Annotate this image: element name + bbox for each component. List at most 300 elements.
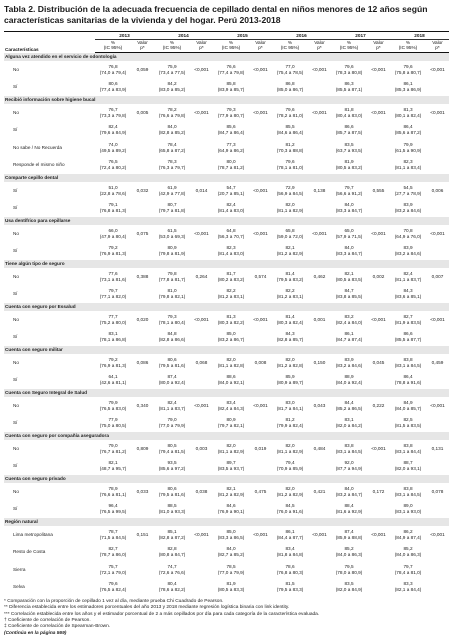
value-cell — [95, 414, 131, 432]
percentage: 79,3 — [167, 313, 177, 319]
value-cell — [154, 500, 190, 518]
percentage: 78,2 — [167, 106, 177, 112]
confidence-interval: (78,8 a 91,6) — [394, 380, 422, 386]
confidence-interval: (81,1 a 82,8) — [217, 362, 245, 368]
pct-label: % — [110, 39, 116, 45]
p-value: <0,001 — [312, 531, 327, 537]
confidence-interval: (83,1 a 84,5) — [394, 491, 422, 497]
p-value: 0,003 — [195, 445, 208, 451]
value-cell — [390, 457, 426, 475]
section-row — [4, 303, 449, 311]
pct-ci-header — [154, 39, 190, 52]
p-value — [190, 371, 213, 389]
value-cell — [390, 578, 426, 596]
confidence-interval: (83,2 a 84,6) — [394, 251, 422, 257]
p-value — [308, 561, 331, 579]
value-cell — [213, 121, 249, 139]
p-value — [131, 457, 154, 475]
percentage: 84,0 — [344, 485, 354, 491]
percentage: 82,5 — [403, 417, 413, 423]
row-label: Sí — [13, 84, 18, 90]
row-label: Sí — [13, 334, 18, 340]
value-cell — [95, 182, 131, 200]
p-value — [367, 371, 390, 389]
confidence-interval: (81,1 a 82,9) — [276, 448, 304, 454]
percentage: 66,0 — [108, 227, 118, 233]
percentage: 77,3 — [226, 141, 236, 147]
value-cell — [213, 104, 249, 122]
table-row — [4, 397, 449, 415]
p-value — [190, 121, 213, 139]
confidence-interval: (79,6 a 84,9) — [99, 130, 127, 136]
value-cell — [331, 104, 367, 122]
percentage: 85,0 — [226, 331, 236, 337]
value-cell — [95, 578, 131, 596]
p-value: 0,007 — [431, 273, 444, 279]
percentage: 82,0 — [226, 356, 236, 362]
value-cell — [272, 578, 308, 596]
percentage: 86,4 — [403, 124, 413, 130]
p-label: Valor — [373, 39, 384, 45]
p-label: Valor — [314, 39, 325, 45]
confidence-interval: (82,7 a 85,2) — [217, 552, 245, 558]
confidence-interval: (79,5 a 81,6) — [158, 362, 186, 368]
p-value: 0,462 — [313, 273, 326, 279]
p-value — [249, 457, 272, 475]
confidence-interval: (76,8 a 80,3) — [276, 569, 304, 575]
percentage: 80,5 — [167, 442, 177, 448]
value-cell — [213, 526, 249, 544]
percentage: 79,1 — [108, 202, 118, 208]
p-value — [131, 371, 154, 389]
value-cell — [331, 121, 367, 139]
section-row — [4, 475, 449, 483]
table-row — [4, 225, 449, 243]
percentage: 92,0 — [344, 460, 354, 466]
value-cell — [331, 440, 367, 458]
value-cell — [95, 311, 131, 329]
p-value: <0,001 — [253, 316, 268, 322]
row-label: Sí — [13, 187, 18, 193]
confidence-interval: (84,0 a 85,7) — [394, 405, 422, 411]
value-cell — [95, 371, 131, 389]
year-header: 2018 — [390, 32, 449, 40]
percentage: 96,4 — [108, 503, 118, 509]
confidence-interval: (65,8 a 87,2) — [158, 147, 186, 153]
percentage: 83,1 — [108, 331, 118, 337]
value-cell — [95, 156, 131, 174]
table-row — [4, 104, 449, 122]
p-label: Valor — [432, 39, 443, 45]
p-value — [367, 121, 390, 139]
confidence-interval: (57,9 a 71,5) — [335, 233, 363, 239]
row-label: Sí — [13, 291, 18, 297]
p-value: 0,001 — [313, 316, 326, 322]
characteristics-header: Características — [4, 32, 95, 53]
p-value — [131, 242, 154, 260]
percentage: 88,7 — [403, 460, 413, 466]
p-value-header — [131, 39, 154, 52]
row-label: Selva — [13, 584, 25, 590]
percentage: 89,0 — [403, 503, 413, 509]
p-value: <0,001 — [371, 316, 386, 322]
confidence-interval: (76,9 a 90,1) — [217, 509, 245, 515]
confidence-interval: (80,5 a 83,3) — [217, 587, 245, 593]
confidence-interval: (79,5 a 83,3) — [276, 587, 304, 593]
percentage: 83,8 — [403, 356, 413, 362]
ci-label: (IC 95%) — [398, 45, 418, 51]
p-value: 0,222 — [372, 402, 385, 408]
value-cell — [95, 121, 131, 139]
value-cell — [154, 285, 190, 303]
p-value: 0,045 — [372, 359, 385, 365]
confidence-interval: (79,8 a 82,1) — [158, 294, 186, 300]
p-value: <0,001 — [430, 66, 445, 72]
confidence-interval: (73,4 a 77,5) — [158, 69, 186, 75]
percentage: 76,6 — [226, 63, 236, 69]
p-value — [308, 371, 331, 389]
confidence-interval: (83,1 a 84,5) — [335, 448, 363, 454]
p-value — [367, 414, 390, 432]
percentage: 79,7 — [108, 288, 118, 294]
confidence-interval: (74,0 a 79,4) — [99, 69, 127, 75]
percentage: 93,5 — [167, 460, 177, 466]
p-value — [190, 156, 213, 174]
percentage: 84,5 — [285, 503, 295, 509]
confidence-interval: (84,0 a 86,3) — [394, 552, 422, 558]
confidence-interval: (76,0 a 91,6) — [276, 509, 304, 515]
p-value — [131, 500, 154, 518]
confidence-interval: (53,0 a 69,3) — [158, 233, 186, 239]
percentage: 82,0 — [285, 442, 295, 448]
p-value: 0,014 — [195, 187, 208, 193]
confidence-interval: (81,2 a 83,1) — [276, 294, 304, 300]
value-cell — [154, 526, 190, 544]
confidence-interval: (84,4 a 87,7) — [276, 534, 304, 540]
row-label: No — [13, 273, 19, 279]
value-cell — [95, 526, 131, 544]
row-label: Sí — [13, 506, 18, 512]
value-cell — [331, 225, 367, 243]
percentage: 78,4 — [167, 141, 177, 147]
value-cell — [331, 311, 367, 329]
percentage: 83,2 — [344, 313, 354, 319]
value-cell — [95, 61, 131, 79]
year-header: 2016 — [272, 32, 331, 40]
p-value — [249, 371, 272, 389]
pct-label: % — [169, 39, 175, 45]
confidence-interval: (85,5 a 87,1) — [335, 87, 363, 93]
value-cell — [154, 61, 190, 79]
confidence-interval: (22,8 a 78,6) — [99, 190, 127, 196]
value-cell — [95, 397, 131, 415]
p-value — [190, 500, 213, 518]
row-label: Lima metropolitana — [13, 531, 53, 537]
percentage: 88,9 — [344, 374, 354, 380]
percentage: 80,6 — [167, 485, 177, 491]
confidence-interval: (72,4 a 80,2) — [99, 165, 127, 171]
value-cell — [272, 104, 308, 122]
p-value: 0,038 — [195, 488, 208, 494]
confidence-interval: (76,8 a 81,3) — [99, 208, 127, 214]
confidence-interval: (73,1 a 81,6) — [99, 276, 127, 282]
confidence-interval: (83,6 a 85,1) — [394, 294, 422, 300]
percentage: 81,3 — [403, 106, 413, 112]
percentage: 72,9 — [285, 184, 295, 190]
percentage: 86,4 — [403, 374, 413, 380]
percentage: 82,3 — [403, 159, 413, 165]
confidence-interval: (76,9 a 81,3) — [99, 362, 127, 368]
value-cell — [154, 483, 190, 501]
p-value — [426, 156, 449, 174]
row-label: Sí — [13, 377, 18, 383]
confidence-interval: (78,7 a 86,0) — [99, 552, 127, 558]
percentage: 84,3 — [403, 288, 413, 294]
p-value-header — [426, 39, 449, 52]
table-header — [4, 32, 449, 53]
confidence-interval: (42,6 a 81,1) — [99, 380, 127, 386]
row-label: No — [13, 230, 19, 236]
value-cell — [390, 104, 426, 122]
section-title: Cuenta con seguro por compañía aseguradora — [4, 432, 449, 440]
footnotes — [4, 599, 448, 637]
confidence-interval: (76,5 a 83,0) — [99, 405, 127, 411]
percentage: 76,5 — [108, 159, 118, 165]
table-title: Tabla 2. Distribución de la adecuada frecuencia de cepillado dental en niños menores de 12 años según características sanitarias de la vivienda y del hogar. Perú 2013-2018 — [4, 4, 428, 25]
p-value: <0,001 — [194, 66, 209, 72]
value-cell — [154, 182, 190, 200]
confidence-interval: (76,6 a 79,8) — [158, 112, 186, 118]
footnote: * Comparación con la proporción de cepillado 1 vez al día, mediante prueba Chi Cuadrado de Pearson. — [4, 598, 224, 604]
p-symbol: p* — [199, 45, 204, 51]
p-value: <0,001 — [430, 109, 445, 115]
confidence-interval: (78,4 a 81,0) — [394, 569, 422, 575]
p-value — [367, 578, 390, 596]
value-cell — [272, 285, 308, 303]
value-cell — [213, 414, 249, 432]
confidence-interval: (82,8 a 86,6) — [158, 337, 186, 343]
confidence-interval: (75,4 a 78,5) — [276, 69, 304, 75]
percentage: 82,7 — [403, 313, 413, 319]
confidence-interval: (56,3 a 70,7) — [217, 233, 245, 239]
confidence-interval: (81,1 a 82,9) — [217, 448, 245, 454]
value-cell — [272, 199, 308, 217]
confidence-interval: (83,1 a 84,4) — [394, 448, 422, 454]
pct-ci-header — [331, 39, 367, 52]
value-cell — [390, 139, 426, 157]
p-value — [426, 543, 449, 561]
confidence-interval: (79,5 a 83,2) — [276, 276, 304, 282]
confidence-interval: (73,3 a 79,8) — [99, 112, 127, 118]
p-value: <0,001 — [371, 230, 386, 236]
table-row — [4, 500, 449, 518]
value-cell — [95, 354, 131, 372]
p-value: <0,001 — [430, 402, 445, 408]
p-value — [367, 328, 390, 346]
value-cell — [213, 483, 249, 501]
p-value — [131, 414, 154, 432]
row-label: No — [13, 445, 19, 451]
value-cell — [390, 242, 426, 260]
confidence-interval: (83,3 a 84,7) — [335, 251, 363, 257]
percentage: 80,6 — [167, 356, 177, 362]
confidence-interval: (84,9 a 87,4) — [394, 534, 422, 540]
table-row — [4, 242, 449, 260]
confidence-interval: (83,2 a 84,7) — [335, 491, 363, 497]
percentage: 82,1 — [285, 245, 295, 251]
section-row — [4, 217, 449, 225]
p-value: <0,001 — [194, 402, 209, 408]
value-cell — [95, 457, 131, 475]
confidence-interval: (81,1 a 83,7) — [394, 276, 422, 282]
p-value — [190, 285, 213, 303]
percentage: 83,8 — [344, 442, 354, 448]
p-value — [190, 543, 213, 561]
value-cell — [213, 354, 249, 372]
row-label: Sierra — [13, 566, 26, 572]
percentage: 81,2 — [285, 417, 295, 423]
percentage: 81,0 — [167, 288, 177, 294]
percentage: 79,4 — [285, 460, 295, 466]
p-symbol: p* — [435, 45, 440, 51]
value-cell — [272, 225, 308, 243]
value-cell — [390, 61, 426, 79]
confidence-interval: (56,6 a 91,2) — [335, 190, 363, 196]
percentage: 80,7 — [167, 202, 177, 208]
p-value — [367, 543, 390, 561]
confidence-interval: (81,5 a 83,5) — [394, 423, 422, 429]
percentage: 78,9 — [108, 485, 118, 491]
p-value: 0,002 — [372, 273, 385, 279]
year-header: 2014 — [154, 32, 213, 40]
confidence-interval: (81,9 a 83,5) — [394, 319, 422, 325]
value-cell — [331, 268, 367, 286]
percentage: 80,0 — [226, 159, 236, 165]
percentage: 79,2 — [108, 356, 118, 362]
confidence-interval: (81,2 a 82,8) — [276, 362, 304, 368]
percentage: 64,8 — [226, 227, 236, 233]
pct-label: % — [287, 39, 293, 45]
value-cell — [331, 139, 367, 157]
p-value — [190, 457, 213, 475]
p-value: 0,150 — [313, 359, 326, 365]
section-title: Cuenta con seguro por Essalud — [4, 303, 449, 311]
value-cell — [213, 182, 249, 200]
percentage: 74,7 — [167, 563, 177, 569]
value-cell — [331, 397, 367, 415]
percentage: 87,4 — [167, 374, 177, 380]
confidence-interval: (80,3 a 82,2) — [217, 319, 245, 325]
p-symbol: p* — [317, 45, 322, 51]
table-body — [4, 52, 449, 596]
value-cell — [95, 561, 131, 579]
p-value — [249, 561, 272, 579]
percentage: 79,6 — [344, 63, 354, 69]
ci-label: (IC 95%) — [221, 45, 241, 51]
value-cell — [272, 543, 308, 561]
percentage: 85,5 — [285, 124, 295, 130]
p-value: <0,001 — [253, 402, 268, 408]
section-title: Recibió información sobre higiene bucal — [4, 96, 449, 104]
percentage: 84,0 — [167, 124, 177, 130]
section-row — [4, 96, 449, 104]
confidence-interval: (83,3 a 84,7) — [335, 208, 363, 214]
value-cell — [390, 78, 426, 96]
p-value — [426, 457, 449, 475]
value-cell — [154, 104, 190, 122]
p-value — [426, 78, 449, 96]
p-value: <0,001 — [430, 531, 445, 537]
percentage: 84,6 — [226, 503, 236, 509]
value-cell — [213, 440, 249, 458]
value-cell — [213, 242, 249, 260]
footnote: ** Diferencia establecida entre los estimadores porcentuales del año 2013 y 2018 mediante regresión logística binaria con link identity. — [4, 605, 290, 611]
p-symbol: p* — [140, 45, 145, 51]
p-value: <0,001 — [430, 230, 445, 236]
p-value: 0,005 — [136, 109, 149, 115]
p-value: 0,388 — [136, 273, 149, 279]
value-cell — [272, 483, 308, 501]
percentage: 82,2 — [285, 288, 295, 294]
confidence-interval: (63,7 a 93,5) — [335, 147, 363, 153]
value-cell — [213, 328, 249, 346]
value-cell — [331, 371, 367, 389]
value-cell — [272, 457, 308, 475]
p-value — [190, 139, 213, 157]
percentage: 83,5 — [344, 141, 354, 147]
row-label: No — [13, 488, 19, 494]
confidence-interval: (47,9 a 80,4) — [99, 233, 127, 239]
confidence-interval: (27,7 a 78,9) — [394, 190, 422, 196]
confidence-interval: (80,0 a 92,4) — [158, 380, 186, 386]
p-value — [367, 285, 390, 303]
percentage: 54,5 — [403, 184, 413, 190]
percentage: 84,9 — [403, 399, 413, 405]
p-value: 0,421 — [313, 488, 326, 494]
p-value — [426, 285, 449, 303]
p-value — [249, 328, 272, 346]
section-title: Región natural — [4, 518, 449, 526]
percentage: 81,3 — [226, 313, 236, 319]
p-value: 0,459 — [431, 359, 444, 365]
p-value — [308, 242, 331, 260]
value-cell — [95, 500, 131, 518]
p-value: <0,001 — [194, 109, 209, 115]
value-cell — [331, 285, 367, 303]
confidence-interval: (82,4 a 84,3) — [217, 405, 245, 411]
value-cell — [390, 285, 426, 303]
value-cell — [213, 311, 249, 329]
p-value — [308, 121, 331, 139]
percentage: 83,8 — [403, 442, 413, 448]
confidence-interval: (59,0 a 72,0) — [276, 233, 304, 239]
percentage: 83,1 — [344, 417, 354, 423]
confidence-interval: (82,0 a 84,9) — [335, 587, 363, 593]
percentage: 84,8 — [167, 331, 177, 337]
p-value — [249, 121, 272, 139]
section-title: Comparte cepillo dental — [4, 174, 449, 182]
p-value — [367, 457, 390, 475]
p-value — [426, 121, 449, 139]
confidence-interval: (79,7 a 81,8) — [158, 208, 186, 214]
percentage: 82,7 — [108, 546, 118, 552]
value-cell — [331, 182, 367, 200]
p-value — [190, 199, 213, 217]
confidence-interval: (76,7 a 81,2) — [99, 448, 127, 454]
value-cell — [213, 268, 249, 286]
confidence-interval: (81,4 a 83,0) — [217, 208, 245, 214]
confidence-interval: (79,4 a 81,5) — [158, 448, 186, 454]
